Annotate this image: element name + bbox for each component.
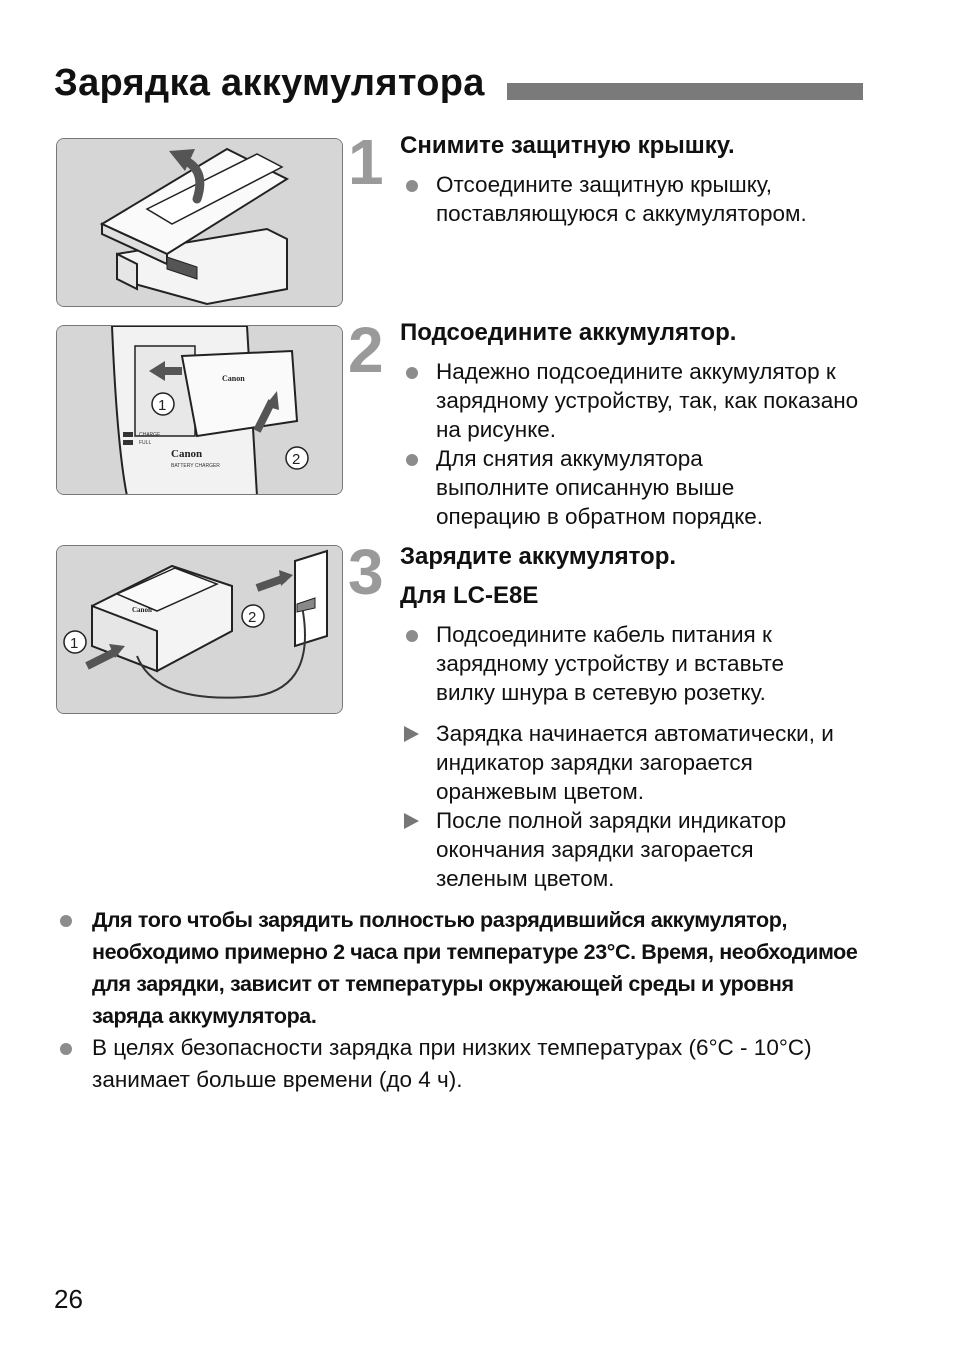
note-item <box>58 904 868 1032</box>
bullet-text: Зарядка начинается автоматически, и индикатор зарядки загорается оранжевым цветом. <box>436 721 834 804</box>
bullet-dot-icon <box>406 180 418 192</box>
label-full: FULL <box>139 440 152 446</box>
note-text: Для того чтобы зарядить полностью разрядившийся аккумулятор, необходимо примерно 2 часа при температуре 23°C. Время, необходимое для зарядки, зависит от температуры окружающей среды и уровня заряда аккумулятора. <box>92 908 858 1028</box>
title-rule <box>507 83 863 100</box>
callout-1-img3: 1 <box>70 635 79 652</box>
callout-1: 1 <box>158 397 167 414</box>
illustration-plug-in <box>56 545 343 714</box>
list-item <box>404 719 844 806</box>
page-title: Зарядка аккумулятора <box>54 62 485 104</box>
step-number: 3 <box>348 536 384 608</box>
note-text: В целях безопасности зарядка при низких температурах (6°C - 10°C) занимает больше времени (до 4 ч). <box>92 1035 812 1092</box>
battery-brand: Canon <box>222 374 245 383</box>
list-item <box>404 170 874 228</box>
list-item <box>404 357 859 444</box>
callout-2-img3: 2 <box>248 609 257 626</box>
bullet-text: Отсоедините защитную крышку, поставляющуюся с аккумулятором. <box>436 172 807 226</box>
bullet-dot-icon <box>406 454 418 466</box>
bullet-text: Надежно подсоедините аккумулятор к зарядному устройству, так, как показано на рисунке. <box>436 359 859 442</box>
step-2-bullets <box>404 357 859 531</box>
result-arrow-icon <box>404 813 419 829</box>
bullet-dot-icon <box>406 630 418 642</box>
bullet-text: После полной зарядки индикатор окончания зарядки загорается зеленым цветом. <box>436 808 787 891</box>
bullet-text: Подсоедините кабель питания к зарядному устройству и вставьте вилку шнура в сетевую розетку. <box>436 622 785 705</box>
step-3-bullets <box>404 620 844 893</box>
step-number: 2 <box>348 314 384 386</box>
step-subheading: Для LC-E8E <box>400 582 539 609</box>
callout-2: 2 <box>292 451 301 468</box>
charge-lamp <box>123 432 133 437</box>
label-charge: CHARGE <box>139 432 161 438</box>
bullet-dot-icon <box>406 367 418 379</box>
bullet-dot-icon <box>60 1043 72 1055</box>
result-arrow-icon <box>404 726 419 742</box>
charger-product: BATTERY CHARGER <box>171 463 220 469</box>
bullet-dot-icon <box>60 915 72 927</box>
list-item <box>404 806 844 893</box>
step-heading: Подсоедините аккумулятор. <box>400 319 737 346</box>
list-item <box>404 444 859 531</box>
step-heading: Снимите защитную крышку. <box>400 132 735 159</box>
list-item <box>404 620 844 707</box>
charger-brand: Canon <box>171 448 203 460</box>
illustration-remove-cover <box>56 138 343 307</box>
full-lamp <box>123 440 133 445</box>
bullet-text: Для снятия аккумулятора выполните описанную выше операцию в обратном порядке. <box>436 446 764 529</box>
step-heading: Зарядите аккумулятор. <box>400 543 677 570</box>
illustration-attach-battery <box>56 325 343 495</box>
note-item <box>58 1032 868 1096</box>
charger-brand-3: Canon <box>132 606 152 614</box>
page-number: 26 <box>54 1284 83 1314</box>
notes <box>58 904 868 1096</box>
step-number: 1 <box>348 126 384 198</box>
step-1-bullets <box>404 170 874 228</box>
